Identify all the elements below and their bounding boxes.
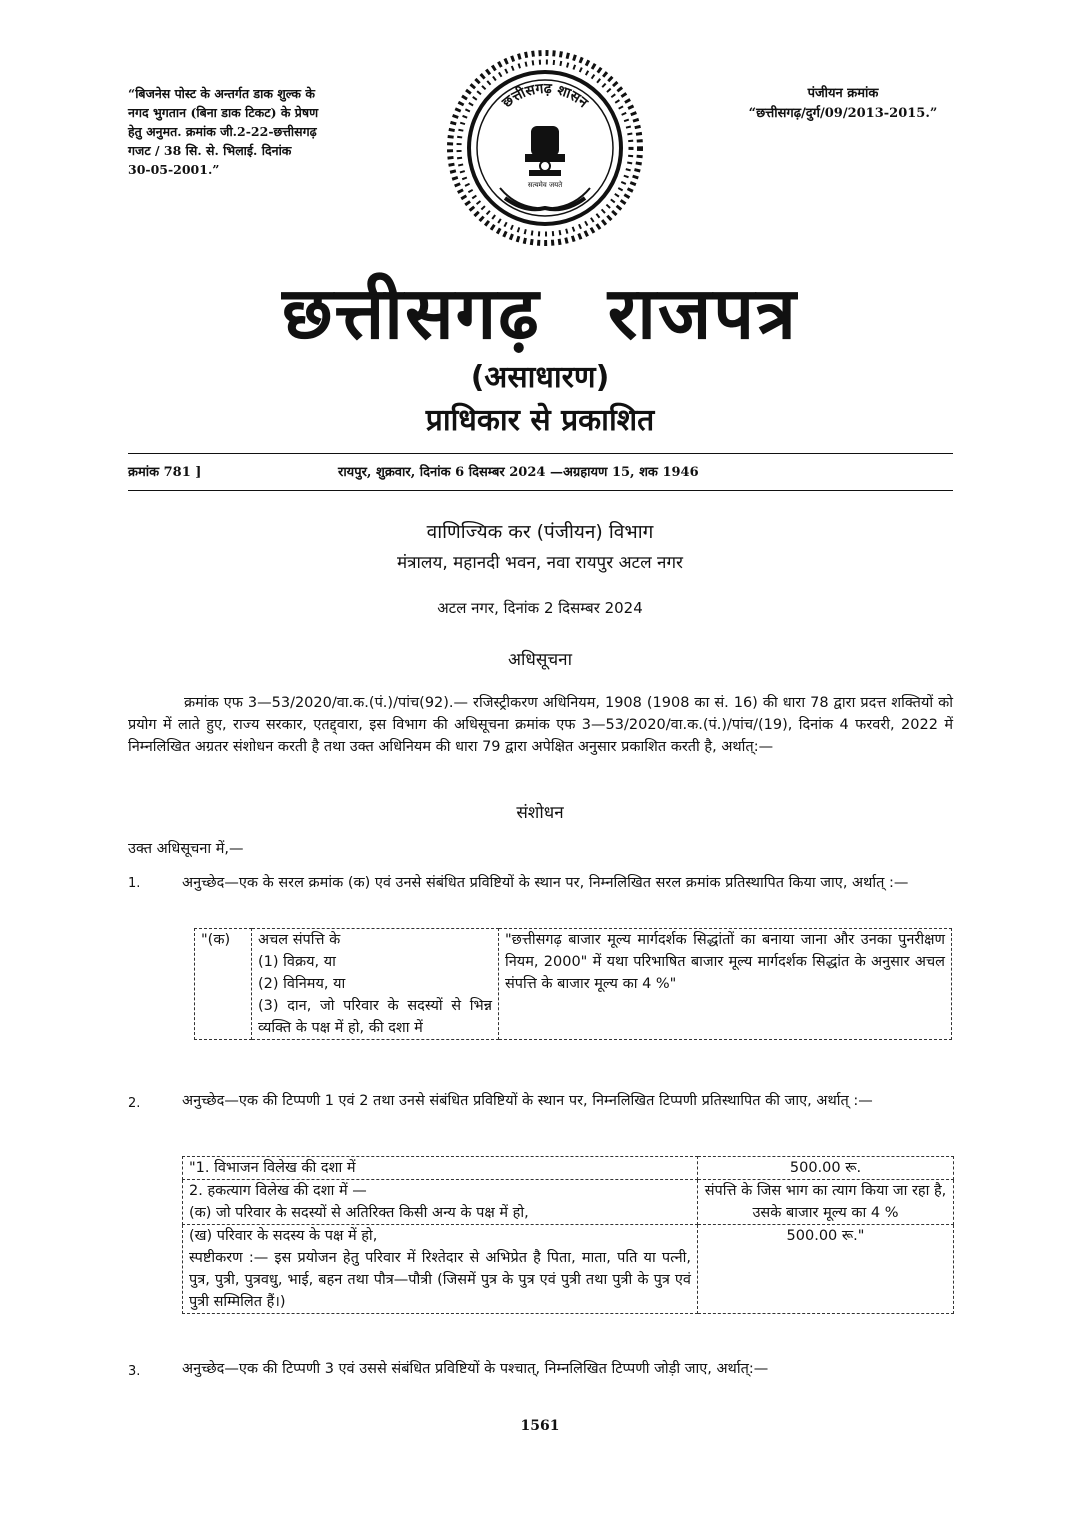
cell-line: स्पष्टीकरण :— इस प्रयोजन हेतु परिवार में रिश्तेदार से अभिप्रेत है पिता, माता, पति या पत्नी, पुत्र, पुत्री, पुत्रवधु, भाई, बहन तथा पौत्र—पौत्री (जिसमें पुत्र के पुत्र एवं पुत्री तथा पुत्री के पुत्र एवं पुत्री सम्मिलित हैं।) (189, 1250, 691, 1310)
notification-heading: अधिसूचना (508, 650, 572, 670)
department-address: मंत्रालय, महानदी भवन, नवा रायपुर अटल नगर (396, 553, 684, 573)
cell-line: (1) विक्रय, या (258, 954, 336, 970)
in-notification-line: उक्त अधिसूचना में,— (128, 841, 244, 857)
table-row (195, 929, 952, 1040)
state-emblem-seal (445, 48, 645, 248)
cell-line: (ख) परिवार के सदस्य के पक्ष में हो, (189, 1228, 378, 1244)
registration-value: “छत्तीसगढ़/दुर्ग/09/2013-2015.” (748, 106, 938, 121)
postal-note-line: 30-05-2001.” (128, 162, 220, 177)
item-number: 2. (128, 1096, 141, 1111)
postal-note-line: “बिजनेस पोस्ट के अन्तर्गत डाक शुल्क के (128, 86, 315, 101)
notification-body: क्रमांक एफ 3—53/2020/वा.क.(पं.)/पांच(92).— रजिस्ट्रीकरण अधिनियम, 1908 (1908 का सं. 16) की धारा 78 द्वारा प्रदत्त शक्तियों को प्रयोग में लाते हुए, राज्य सरकार, एतद्द्वारा, इस विभाग की अधिसूचना क्रमांक एफ 3—53/2020/वा.क.(पं.)/पांच/(19), दिनांक 4 फरवरी, 2022 में निम्नलिखित अग्रतर संशोधन करती है तथा उक्त अधिनियम की धारा 79 द्वारा अपेक्षित अनुसार प्रकाशित करती है, अर्थात्:— (128, 695, 953, 755)
table-cell: संपत्ति के जिस भाग का त्याग किया जा रहा है, उसके बाजार मूल्य का 4 % (698, 1180, 954, 1225)
cell-line: 2. हकत्याग विलेख की दशा में — (189, 1183, 367, 1199)
amendment-heading: संशोधन (516, 803, 564, 823)
gazette-title: छत्तीसगढ़ राजपत्र (282, 271, 798, 355)
seal-text: छत्तीसगढ़ शासन (499, 80, 591, 112)
postal-note-line: नगद भुगतान (बिना डाक टिकट) के प्रेषण (128, 105, 319, 120)
table-cell (252, 929, 499, 1040)
issue-place-date: रायपुर, शुक्रवार, दिनांक 6 दिसम्बर 2024 —अग्रहायण 15, शक 1946 (338, 465, 699, 480)
notification-date: अटल नगर, दिनांक 2 दिसम्बर 2024 (437, 599, 643, 617)
table-row (183, 1157, 954, 1180)
table-cell: "1. विभाजन विलेख की दशा में (183, 1157, 698, 1180)
table-immovable-property (194, 928, 952, 1040)
table-cell (183, 1225, 698, 1314)
table-cell: "(क) (195, 929, 252, 1040)
seal-motto: सत्यमेव जयते (527, 181, 563, 189)
department-name: वाणिज्यिक कर (पंजीयन) विभाग (426, 521, 654, 543)
postal-permission-note (128, 84, 368, 179)
registration-number (728, 84, 958, 124)
table-cell: 500.00 रू." (698, 1225, 954, 1314)
postal-note-line: गजट / 38 सि. से. भिलाई. दिनांक (128, 143, 292, 158)
registration-label: पंजीयन क्रमांक (807, 86, 879, 101)
page-number: 1561 (520, 1418, 560, 1434)
postal-note-line: हेतु अनुमत. क्रमांक जी.2-22-छत्तीसगढ़ (128, 124, 317, 139)
item-text: अनुच्छेद—एक के सरल क्रमांक (क) एवं उनसे संबंधित प्रविष्टियों के स्थान पर, निम्नलिखित सरल क्रमांक प्रतिस्थापित किया जाए, अर्थात् :— (182, 875, 909, 891)
table-partition-release (182, 1156, 954, 1314)
issue-number: क्रमांक 781 ] (128, 465, 202, 480)
table-cell (183, 1180, 698, 1225)
table-row (183, 1225, 954, 1314)
item-number: 1. (128, 876, 141, 891)
divider-bottom (128, 490, 953, 491)
table-row (183, 1180, 954, 1225)
item-text: अनुच्छेद—एक की टिप्पणी 1 एवं 2 तथा उनसे संबंधित प्रविष्टियों के स्थान पर, निम्नलिखित टिप्पणी प्रतिस्थापित की जाए, अर्थात् :— (182, 1093, 873, 1109)
cell-line: (2) विनिमय, या (258, 976, 346, 992)
gazette-authority: प्राधिकार से प्रकाशित (425, 403, 655, 438)
item-text: अनुच्छेद—एक की टिप्पणी 3 एवं उससे संबंधित प्रविष्टियों के पश्चात्, निम्नलिखित टिप्पणी जोड़ी जाए, अर्थात्:— (182, 1361, 769, 1377)
table-cell: "छत्तीसगढ़ बाजार मूल्य मार्गदर्शक सिद्धांतों का बनाया जाना और उनका पुनरीक्षण नियम, 2000" में यथा परिभाषित बाजार मूल्य मार्गदर्शक सिद्धांत के अनुसार अचल संपत्ति के बाजार मूल्य का 4 %" (499, 929, 952, 1040)
gazette-extraordinary: (असाधारण) (470, 360, 610, 395)
table-cell: 500.00 रू. (698, 1157, 954, 1180)
item-number: 3. (128, 1364, 141, 1379)
divider-top (128, 453, 953, 454)
cell-line: (3) दान, जो परिवार के सदस्यों से भिन्न व्यक्ति के पक्ष में हो, की दशा में (258, 998, 492, 1036)
cell-line: (क) जो परिवार के सदस्यों से अतिरिक्त किसी अन्य के पक्ष में हो, (189, 1205, 529, 1221)
cell-line: अचल संपत्ति के (258, 932, 341, 948)
